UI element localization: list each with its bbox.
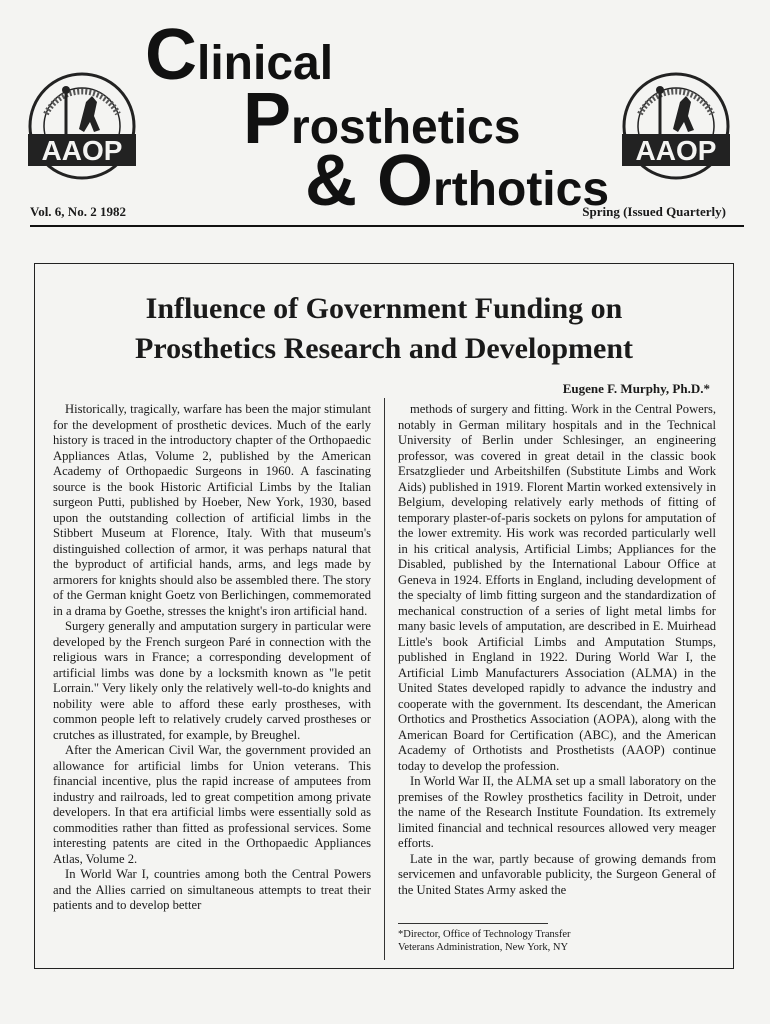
- paragraph: In World War I, countries among both the Central Powers and the Allies carried on simultaneous attempts to treat their patients and to develop better: [53, 867, 371, 912]
- masthead: [0, 0, 770, 230]
- masthead-rule: [30, 225, 744, 227]
- footnote: [398, 928, 571, 954]
- footnote-line: Veterans Administration, New York, NY: [398, 942, 569, 953]
- issue-volume: Vol. 6, No. 2 1982: [30, 204, 126, 219]
- masthead-clinical: Clinical: [145, 15, 334, 95]
- left-column: [53, 402, 371, 914]
- column-divider: [384, 398, 385, 960]
- article-title: [34, 289, 734, 369]
- masthead-orthotics: & Orthotics: [305, 141, 610, 221]
- paragraph: Surgery generally and amputation surgery in particular were developed by the French surgeon Paré in connection with the religious wars in France; a corresponding development of artificial limbs was done by a locksmith known as "le petit Lorrain." Very likely only the relatively well-to-do knights and nobility were able to afford these early prostheses, with common people left to relatively crudely carved prostheses or crutches as illustrated, for example, by Breughel.: [53, 619, 371, 742]
- paragraph: methods of surgery and fitting. Work in the Central Powers, notably in German military hospitals and in the Technical University of Berlin under Schlesinger, an engineering professor, was covered in great detail in the classic book Ersatzglieder und Arbeitshilfen (Substitute Limbs and Work Aids) published in 1919. Florent Martin worked extensively in Belgium, developing relatively early methods of fitting of temporary plaster-of-paris sockets on pylons for amputation of the lower extremity. His work was recorded particularly well in his critical analysis, Artificial Limbs; Appliances for the Disabled, published by the International Labour Office at Geneva in 1924. Efforts in England, including development of the specialty of limb fitting surgeon and the standardization of mechanical construction of a series of light metal limbs for many basic levels of amputation, are described in E. Muirhead Little's book Artificial Limbs and Amputation Stumps, published in England in 1922. During World War I, the Artificial Limb Manufacturers Association (ALMA) in the United States developed rapidly to advance the industry and cooperate with the government. Its descendant, the American Orthotics and Prosthetics Association (AOPA), along with the American Board for Certification (ABC), and the American Academy of Orthotists and Prosthetists (AAOP) continue today to develop the profession.: [398, 402, 716, 773]
- paragraph: Historically, tragically, warfare has been the major stimulant for the development of prosthetic devices. Much of the early history is traced in the introductory chapter of the Orthopaedic Appliances Atlas, Volume 2, published by the American Academy of Orthopaedic Surgeons in 1960. A fascinating source is the book Historic Artificial Limbs by the Italian surgeon Putti, published by Hoeber, New York, 1930, based upon the outstanding collection of artificial limbs in the Stibbert Museum at Florence, Italy. With that museum's distinguished collection of armor, it was perhaps natural that the byproduct of artificial hands, arms, and legs made by armorers for knights should also be assembled there. The story of the German knight Goetz von Berlichingen, commemorated in a drama by Goethe, stresses the knight's iron artificial hand.: [53, 402, 371, 618]
- paragraph: After the American Civil War, the government provided an allowance for artificial limbs for Union veterans. This financial incentive, plus the rapid increase of amputees from industry and railroads, led to great competition among private developers. In that era artificial limbs were essentially sold as commodities rather than fitted as professional services. Some interesting patents are cited in the Orthopaedic Appliances Atlas, Volume 2.: [53, 743, 371, 866]
- paragraph: In World War II, the ALMA set up a small laboratory on the premises of the Rowley prosthetics facility in Detroit, under the name of the Research Institute Foundation. Its extremely limited financial and technical resources allowed very meager efforts.: [398, 774, 716, 850]
- aaop-seal-icon: [28, 72, 136, 180]
- title-line-1: Influence of Government Funding on: [145, 292, 623, 325]
- issue-season: Spring (Issued Quarterly): [582, 204, 726, 219]
- paragraph: Late in the war, partly because of growing demands from servicemen and unfavorable publicity, the Surgeon General of the United States Army asked the: [398, 851, 716, 897]
- masthead-prosthetics: Prosthetics: [243, 79, 521, 159]
- right-column: [398, 402, 716, 898]
- footnote-line: *Director, Office of Technology Transfer: [398, 929, 571, 940]
- article-author: Eugene F. Murphy, Ph.D.*: [562, 381, 710, 396]
- logo-text: AAOP: [41, 135, 123, 166]
- title-line-2: Prosthetics Research and Development: [135, 332, 633, 365]
- aaop-seal-icon: [622, 72, 730, 180]
- logo-text: AAOP: [635, 135, 717, 166]
- footnote-rule: [398, 923, 548, 924]
